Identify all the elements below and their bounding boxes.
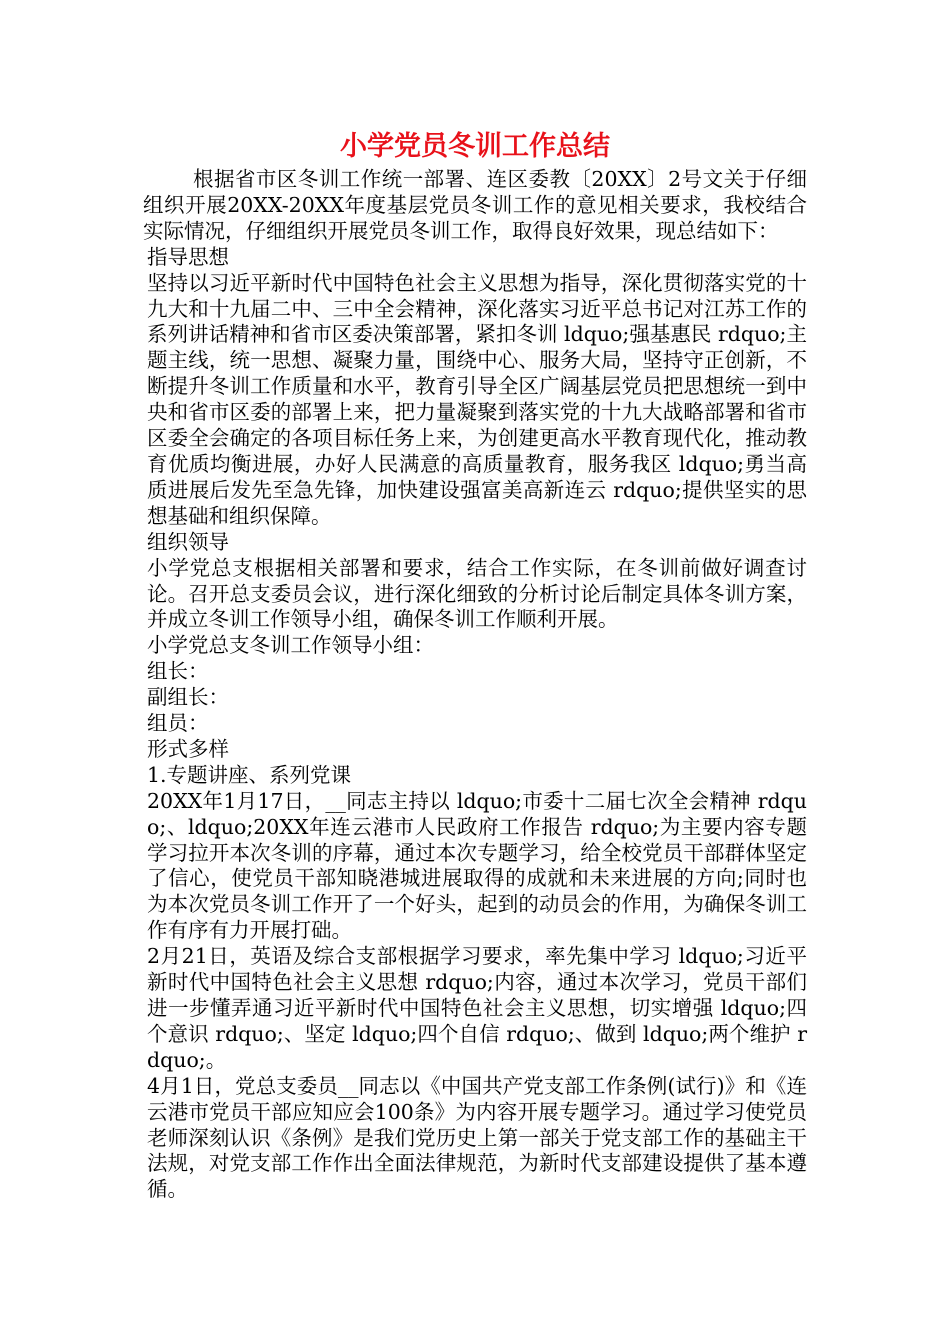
subsection-heading-lectures: 1.专题讲座、系列党课 [147, 762, 352, 787]
lecture-jan-paragraph: 20XX年1月17日，__同志主持以 ldquo;市委十二届七次全会精神 rdquo;、ldquo;20XX年连云港市人民政府工作报告 rdquo;为主要内容专题学习拉开本次冬训的序幕，通过本次专题学习，给全校党员干部群体坚定了信心，使党员干部知晓港城进展取得的成就和未来进展的方向;同时也为本次党员冬训工作开了一个好头，起到的动员会的作用，为确保冬训工作有序有力开展打础。 [147, 788, 807, 943]
leadership-paragraph: 小学党总支根据相关部署和要求，结合工作实际，在冬训前做好调查讨论。召开总支委员会议，进行深化细致的分析讨论后制定具体冬训方案，并成立冬训工作领导小组，确保冬训工作顺利开展。 [147, 555, 807, 632]
lecture-apr-paragraph: 4月1日，党总支委员__同志以《中国共产党支部工作条例(试行)》和《连云港市党员干部应知应会100条》为内容开展专题学习。通过学习使党员老师深刻认识《条例》是我们党历史上第一部关于党支部工作的基础主干法规，对党支部工作作出全面法律规范，为新时代支部建设提供了基本遵循。 [147, 1073, 807, 1202]
group-leader-line: 组长： [147, 659, 209, 684]
section-heading-leadership: 组织领导 [147, 529, 229, 554]
intro-paragraph: 根据省市区冬训工作统一部署、连区委教〔20XX〕2号文关于仔细组织开展20XX-20XX年度基层党员冬训工作的意见相关要求，我校结合实际情况，仔细组织开展党员冬训工作，取得良好效果，现总结如下： [143, 167, 807, 243]
section-heading-forms: 形式多样 [147, 736, 229, 761]
document-page [143, 130, 807, 1203]
leadership-group-line: 小学党总支冬训工作领导小组： [147, 633, 434, 658]
lecture-feb-paragraph: 2月21日，英语及综合支部根据学习要求，率先集中学习 ldquo;习近平新时代中国特色社会主义思想 rdquo;内容，通过本次学习，党员干部们进一步懂弄通习近平新时代中国特色社会主义思想，切实增强 ldquo;四个意识 rdquo;、坚定 ldquo;四个自信 rdquo;、做到 ldquo;两个维护 rdquo;。 [147, 944, 807, 1072]
deputy-leader-line: 副组长： [147, 685, 229, 710]
section-heading-guiding-ideology: 指导思想 [147, 244, 229, 269]
group-members-line: 组员： [147, 711, 209, 736]
document-title: 小学党员冬训工作总结 [340, 131, 610, 162]
guiding-ideology-paragraph: 坚持以习近平新时代中国特色社会主义思想为指导，深化贯彻落实党的十九大和十九届二中、三中全会精神，深化落实习近平总书记对江苏工作的系列讲话精神和省市区委决策部署，紧扣冬训 ldquo;强基惠民 rdquo;主题主线，统一思想、凝聚力量，围绕中心、服务大局，坚持守正创新，不断提升冬训工作质量和水平，教育引导全区广阔基层党员把思想统一到中央和省市区委的部署上来，把力量凝聚到落实党的十九大战略部署和省市区委全会确定的各项目标任务上来，为创建更高水平教育现代化，推动教育优质均衡进展，办好人民满意的高质量教育，服务我区 ldquo;勇当高质进展后发先至急先锋，加快建设强富美高新连云 rdquo;提供坚实的思想基础和组织保障。 [147, 270, 807, 528]
